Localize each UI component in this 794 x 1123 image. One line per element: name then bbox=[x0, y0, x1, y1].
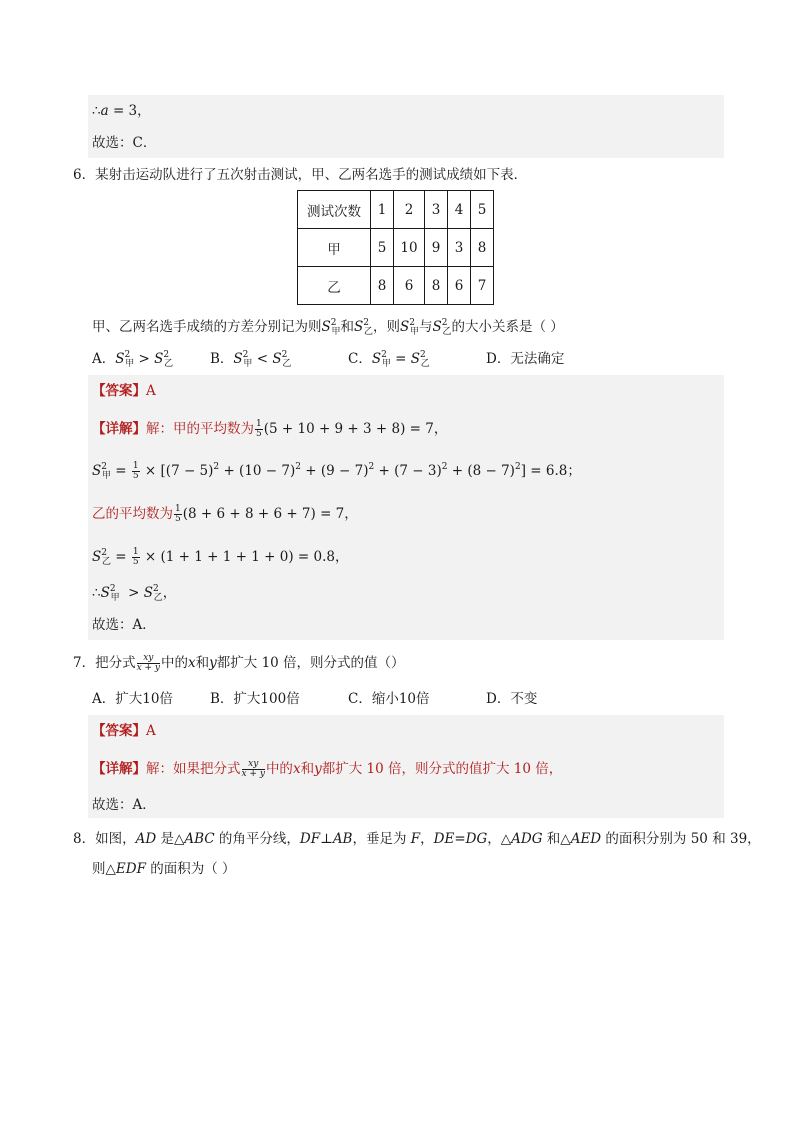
table-cell: 测试次数 bbox=[298, 191, 371, 229]
q7-option-b[interactable]: B．扩大100倍 bbox=[210, 691, 300, 707]
score-table bbox=[297, 190, 494, 305]
prev-line-1: ∴a = 3， bbox=[92, 103, 151, 119]
table-cell: 8 bbox=[425, 267, 448, 305]
q8-stem-2: 则△EDF 的面积为（ ） bbox=[92, 861, 236, 877]
q6-option-c[interactable]: C．$S^2_甲 = S^2_乙$ bbox=[348, 350, 430, 369]
q6-stem: 6．某射击运动队进行了五次射击测试，甲、乙两名选手的测试成绩如下表． bbox=[73, 167, 528, 183]
q6-option-a[interactable]: A．$S^2_甲 > S^2_乙$ bbox=[92, 350, 174, 369]
table-cell: 10 bbox=[394, 229, 425, 267]
prev-line-2: 故选：C． bbox=[92, 135, 157, 151]
table-cell: 6 bbox=[448, 267, 471, 305]
table-row bbox=[298, 229, 494, 267]
answer-tag: 【答案】 bbox=[92, 383, 146, 399]
q6-option-d[interactable]: D．无法确定 bbox=[486, 351, 565, 367]
q6-question: 甲、乙两名选手成绩的方差分别记为则$S^2_甲$和$S^2_乙$，则$S^2_甲$与$S^2_乙$的大小关系是（ ） bbox=[92, 318, 564, 337]
q7-answer bbox=[92, 722, 156, 740]
q6-answer bbox=[92, 382, 156, 400]
table-cell: 5 bbox=[471, 191, 494, 229]
table-cell: 4 bbox=[448, 191, 471, 229]
table-cell: 3 bbox=[448, 229, 471, 267]
answer-tag: 【答案】 bbox=[92, 723, 146, 739]
q6-detail-5: $\therefore S^2_甲 > S^2_乙$， bbox=[92, 584, 177, 603]
q7-detail-2: 故选：A． bbox=[92, 797, 156, 813]
table-cell: 1 bbox=[371, 191, 394, 229]
q6-detail-4: $S^2_乙$ = $\frac{1}{5}$ × (1 + 1 + 1 + 1 + 0) = 0.8， bbox=[92, 547, 349, 567]
prev-solution-block bbox=[88, 95, 724, 158]
q6-detail-1: 【详解】解：甲的平均数为 $\frac{1}{5}$ (5 + 10 + 9 + 3 + 8) = 7， bbox=[92, 419, 448, 439]
q8-stem-1: 8．如图，AD 是△ABC 的角平分线，DF⊥AB，垂足为 F，DE=DG，△ADG 和△AED 的面积分别为 50 和 39， bbox=[73, 831, 761, 847]
q7-option-d[interactable]: D．不变 bbox=[486, 691, 538, 707]
q6-option-b[interactable]: B．$S^2_甲 < S^2_乙$ bbox=[210, 350, 292, 369]
answer-value: A bbox=[146, 383, 156, 399]
table-cell: 7 bbox=[471, 267, 494, 305]
table-cell: 8 bbox=[371, 267, 394, 305]
q7-detail-1: 【详解】解：如果把分式 $\frac{xy}{x + y}$ 中的x和y都扩大 10 倍，则分式的值扩大 10 倍， bbox=[92, 759, 563, 779]
table-row bbox=[298, 191, 494, 229]
q7-option-a[interactable]: A．扩大10倍 bbox=[92, 691, 173, 707]
table-cell: 6 bbox=[394, 267, 425, 305]
table-cell: 乙 bbox=[298, 267, 371, 305]
q6-detail-6: 故选：A． bbox=[92, 617, 156, 633]
answer-value: A bbox=[146, 723, 156, 739]
q7-stem: 7．把分式 $\frac{xy}{x + y}$ 中的x和y都扩大 10 倍，则分式的值（） bbox=[73, 653, 405, 673]
table-row bbox=[298, 267, 494, 305]
table-cell: 甲 bbox=[298, 229, 371, 267]
table-cell: 3 bbox=[425, 191, 448, 229]
q6-detail-2: $S^2_甲$ = $\frac{1}{5}$ × $[(7 - 5)^2 + (10 - 7)^2 + (9 - 7)^2 + (7 - 3)^2 + (8 - 7)^2] = 6.8$； bbox=[92, 461, 581, 481]
table-cell: 2 bbox=[394, 191, 425, 229]
table-cell: 9 bbox=[425, 229, 448, 267]
table-cell: 5 bbox=[371, 229, 394, 267]
table-cell: 8 bbox=[471, 229, 494, 267]
q7-option-c[interactable]: C．缩小10倍 bbox=[348, 691, 430, 707]
q6-detail-3: 乙的平均数为 $\frac{1}{5}$ (8 + 6 + 8 + 6 + 7) = 7， bbox=[92, 504, 358, 524]
